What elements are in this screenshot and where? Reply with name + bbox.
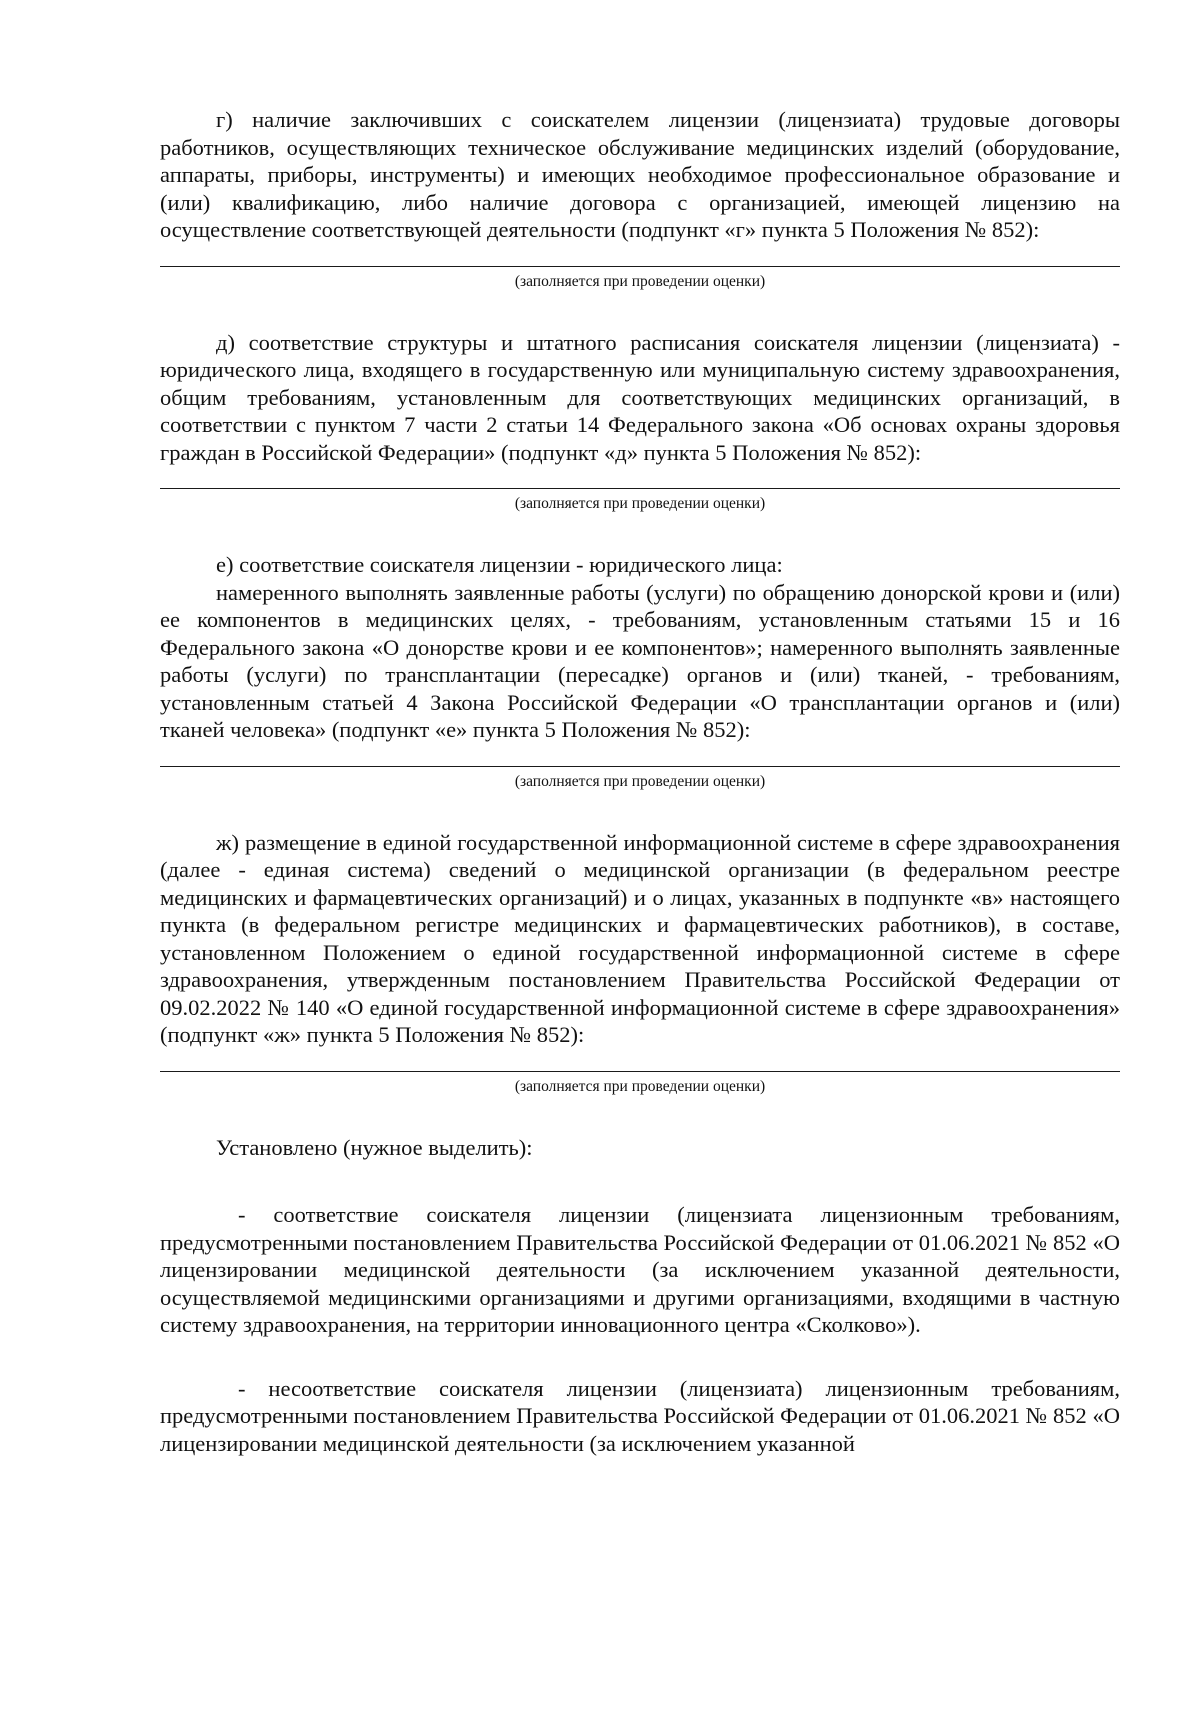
section-d-fill bbox=[160, 488, 1120, 513]
section-g-fill bbox=[160, 266, 1120, 291]
section-g-text: г) наличие заключивших с соискателем лицензии (лицензиата) трудовые договоры работников, осуществляющих техническое обслуживание медицинских изделий (оборудование, аппараты, приборы, инструменты) и имеющих необходимое профессиональное образование и (или) квалификацию, либо наличие договора с организацией, имеющей лицензию на осуществление соответствующей деятельности (подпункт «г» пункта 5 Положения № 852): bbox=[160, 107, 1120, 242]
fill-caption: (заполняется при проведении оценки) bbox=[514, 772, 766, 790]
section-d-text: д) соответствие структуры и штатного расписания соискателя лицензии (лицензиата) - юридического лица, входящего в государственную или муниципальную систему здравоохранения, общим требованиям, установленным для соответствующих медицинских организаций, в соответствии с пунктом 7 части 2 статьи 14 Федерального закона «Об основах охраны здоровья граждан в Российской Федерации» (подпункт «д» пункта 5 Положения № 852): bbox=[160, 329, 1120, 465]
section-e-fill bbox=[160, 766, 1120, 791]
fill-caption: (заполняется при проведении оценки) bbox=[514, 495, 766, 512]
section-zh-fill bbox=[160, 1071, 1120, 1096]
fill-line bbox=[160, 266, 1120, 267]
section-zh-text: ж) размещение в единой государственной информационной системе в сфере здравоохранения (далее - единая система) сведений о медицинской организации (в федеральном реестре медицинских и фармацевтических организаций) и о лицах, указанных в подпункте «в» настоящего пункта (в федеральном регистре медицинских и фармацевтических работников), в составе, установленном Положением о единой государственной информационной системе в сфере здравоохранения, утвержденным постановлением Правительства Российской Федерации от 09.02.2022 № 140 «О единой государственной информационной системе в сфере здравоохранения» (подпункт «ж» пункта 5 Положения № 852): bbox=[160, 829, 1120, 1047]
option-compliance: - соответствие соискателя лицензии (лицензиата лицензионным требованиям, предусмотренными постановлением Правительства Российской Федерации от 01.06.2021 № 852 «О лицензировании медицинской деятельности (за исключением указанной деятельности, осуществляемой медицинскими организациями и другими организациями, входящими в частную систему здравоохранения, на территории инновационного центра «Сколково»). bbox=[160, 1202, 1120, 1337]
fill-caption: (заполняется при проведении оценки) bbox=[514, 272, 766, 290]
document-body bbox=[160, 106, 1120, 1457]
section-e-intro: е) соответствие соискателя лицензии - юридического лица: bbox=[216, 552, 783, 577]
established-label: Установлено (нужное выделить): bbox=[216, 1134, 533, 1160]
section-e-text: намеренного выполнять заявленные работы (услуги) по обращению донорской крови и (или) ее компонентов в медицинских целях, - требованиям, установленным статьями 15 и 16 Федерального закона «О донорстве крови и ее компонентов»; намеренного выполнять заявленные работы (услуги) по трансплантации (пересадке) органов и (или) тканей, - требованиям, установленным статьей 4 Закона Российской Федерации «О трансплантации органов и (или) тканей человека» (подпункт «е» пункта 5 Положения № 852): bbox=[160, 579, 1120, 742]
fill-line bbox=[160, 1071, 1120, 1072]
fill-line bbox=[160, 488, 1120, 489]
fill-caption: (заполняется при проведении оценки) bbox=[514, 1077, 766, 1095]
fill-line bbox=[160, 766, 1120, 767]
option-noncompliance: - несоответствие соискателя лицензии (лицензиата) лицензионным требованиям, предусмотренными постановлением Правительства Российской Федерации от 01.06.2021 № 852 «О лицензировании медицинской деятельности (за исключением указанной bbox=[160, 1375, 1120, 1456]
